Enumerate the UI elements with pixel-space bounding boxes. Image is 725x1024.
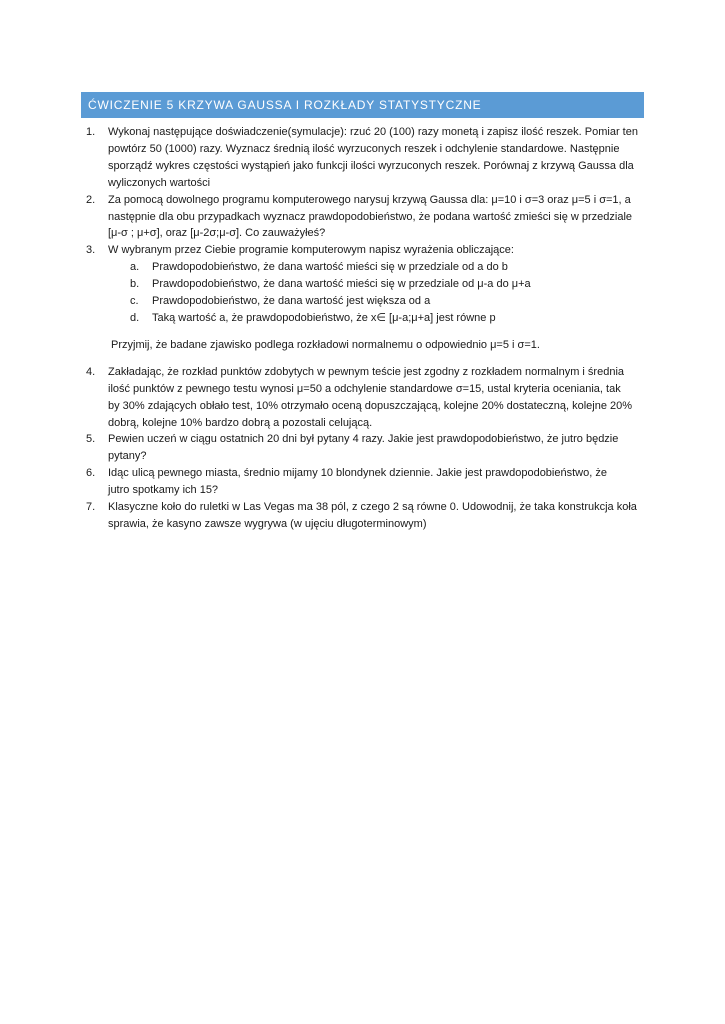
exercise-list (81, 124, 641, 533)
assumption-note: Przyjmij, że badane zjawisko podlega rozkładowi normalnemu o odpowiednio μ=5 i σ=1. (111, 338, 540, 351)
item-line: Zakładając, że rozkład punktów zdobytych w pewnym teście jest zgodny z rozkładem normalnym i średnia (108, 365, 625, 378)
item-number: 3. (86, 244, 96, 257)
item-line: Klasyczne koło do ruletki w Las Vegas ma 38 pól, z czego 2 są równe 0. Udowodnij, że taka konstrukcja koła (108, 501, 637, 514)
item-line: pytany? (108, 450, 147, 463)
list-item (81, 499, 641, 533)
item-number: 6. (86, 467, 96, 480)
item-line: by 30% zdających obłało test, 10% otrzymało oceną dopuszczającą, kolejne 20% dostateczną, kolejne 20% (108, 399, 633, 412)
item-line: Pewien uczeń w ciągu ostatnich 20 dni był pytany 4 razy. Jakie jest prawdopodobieństwo, że jutro będzie (108, 433, 619, 446)
item-number: 2. (86, 193, 96, 206)
item-number: 4. (86, 365, 96, 378)
item-number: 5. (86, 433, 96, 446)
item-line: sporządź wykres częstości wystąpień jako funkcji ilości wyrzuconych reszek. Porównaj z krzywą Gaussa dla (108, 159, 634, 172)
item-line: ilość punktów z pewnego testu wynosi μ=50 a odchylenie standardowe σ=15, ustal kryteria oceniania, tak (108, 382, 621, 395)
sub-list-item (81, 310, 641, 327)
item-line: Idąc ulicą pewnego miasta, średnio mijamy 10 blondynek dziennie. Jakie jest prawdopodobieństwo, że (108, 467, 607, 480)
item-line: powtórz 50 (1000) razy. Wyznacz średnią ilość wyrzuconych reszek i odchylenie standardowe. Następnie (108, 142, 620, 155)
sub-item-letter: d. (130, 311, 140, 324)
item-number: 7. (86, 501, 96, 514)
list-item (81, 192, 641, 243)
sub-item-text: Taką wartość a, że prawdopodobieństwo, że x∈ [μ-a;μ+a] jest równe p (152, 311, 496, 324)
item-line: [μ-σ ; μ+σ], oraz [μ-2σ;μ-σ]. Co zauważyłeś? (108, 227, 326, 240)
item-number: 1. (86, 126, 96, 138)
sub-item-letter: b. (130, 278, 140, 291)
list-item (81, 364, 641, 432)
sub-item-text: Prawdopodobieństwo, że dana wartość mieści się w przedziale od a do b (152, 261, 508, 274)
item-line: jutro spotkamy ich 15? (108, 484, 219, 497)
item-line: wyliczonych wartości (108, 176, 211, 189)
list-item (81, 124, 641, 192)
item-line: następnie dla obu przypadkach wyznacz prawdopodobieństwo, że podana wartość zmieści się w przedziale (108, 210, 633, 223)
sub-list-item (81, 293, 641, 310)
list-item (81, 242, 641, 259)
item-line: Za pomocą dowolnego programu komputerowego narysuj krzywą Gaussa dla: μ=10 i σ=3 oraz μ=5 i σ=1, a (108, 193, 631, 206)
list-item (81, 465, 641, 499)
sub-list-item (81, 259, 641, 276)
sub-list (81, 259, 641, 327)
sub-item-letter: c. (130, 295, 139, 308)
list-item (81, 431, 641, 465)
sub-item-letter: a. (130, 261, 140, 274)
sub-item-text: Prawdopodobieństwo, że dana wartość mieści się w przedziale od μ-a do μ+a (152, 278, 531, 291)
item-line: Wykonaj następujące doświadczenie(symulacje): rzuć 20 (100) razy monetą i zapisz ilość reszek. Pomiar ten (108, 126, 638, 138)
sub-item-text: Prawdopodobieństwo, że dana wartość jest większa od a (152, 295, 431, 308)
sub-list-item (81, 276, 641, 293)
item-line: dobrą, kolejne 10% bardzo dobrą a pozostali celującą. (108, 416, 373, 429)
item-line: W wybranym przez Ciebie programie komputerowym napisz wyrażenia obliczające: (108, 244, 514, 257)
exercise-title: ĆWICZENIE 5 KRZYWA GAUSSA I ROZKŁADY STATYSTYCZNE (81, 92, 644, 118)
item-line: sprawia, że kasyno zawsze wygrywa (w ujęciu długoterminowym) (108, 517, 427, 530)
